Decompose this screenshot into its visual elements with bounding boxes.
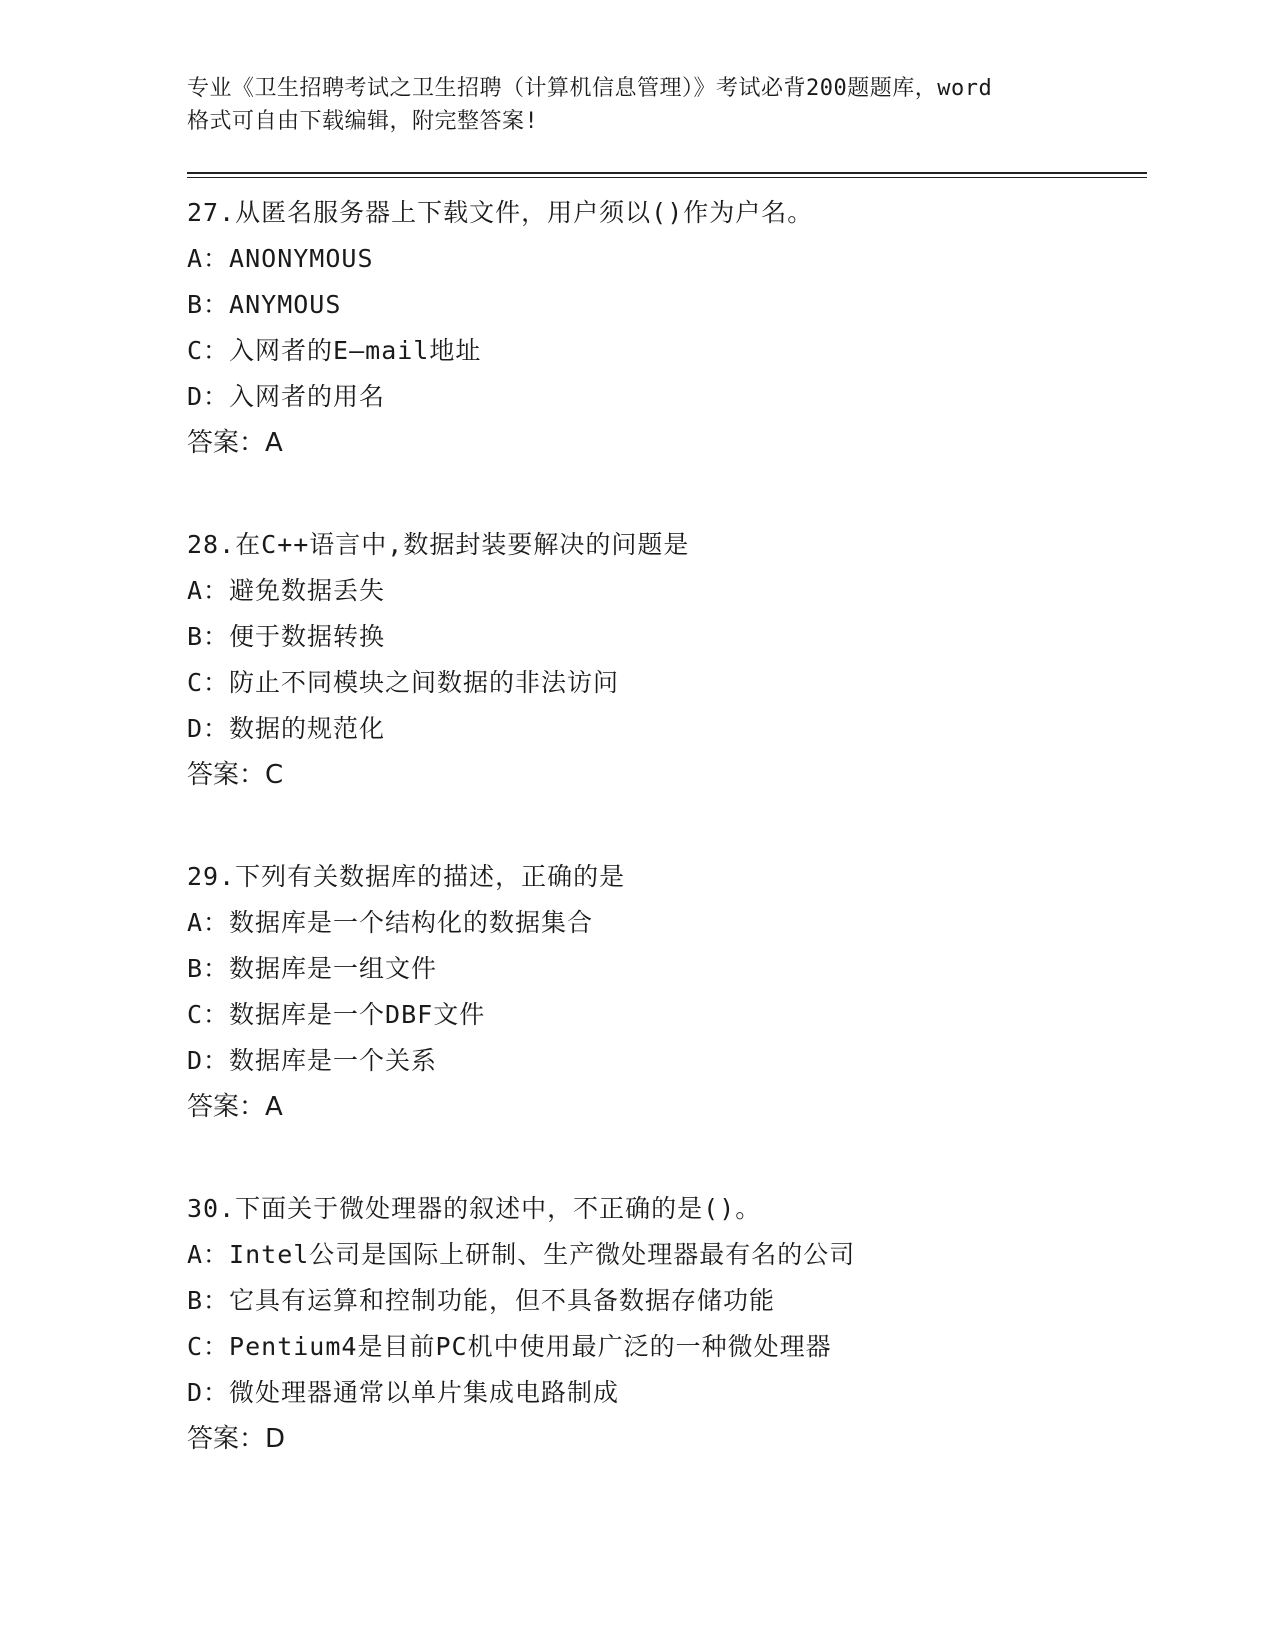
header-line-1: 专业《卫生招聘考试之卫生招聘（计算机信息管理）》考试必背200题题库，word xyxy=(187,76,993,101)
answer-key: 答案：D xyxy=(187,1424,286,1454)
option-d: D：数据库是一个关系 xyxy=(187,1046,438,1075)
header-line-2: 格式可自由下载编辑，附完整答案! xyxy=(187,109,539,134)
option-d: D：数据的规范化 xyxy=(187,714,386,743)
answer-key: 答案：C xyxy=(187,760,284,790)
option-a: A：ANONYMOUS xyxy=(187,244,374,273)
option-a: A：避免数据丢失 xyxy=(187,576,386,605)
option-c: C：防止不同模块之间数据的非法访问 xyxy=(187,668,620,697)
answer-key: 答案：A xyxy=(187,428,283,458)
question-stem: 30.下面关于微处理器的叙述中，不正确的是()。 xyxy=(187,1194,762,1223)
option-c: C：数据库是一个DBF文件 xyxy=(187,1000,486,1029)
option-d: D：微处理器通常以单片集成电路制成 xyxy=(187,1378,620,1407)
option-b: B：便于数据转换 xyxy=(187,622,386,651)
question-27 xyxy=(187,190,1147,466)
question-29 xyxy=(187,854,1147,1130)
option-c: C：入网者的E—mail地址 xyxy=(187,336,482,365)
document-header xyxy=(187,72,1147,138)
option-c: C：Pentium4是目前PC机中使用最广泛的一种微处理器 xyxy=(187,1332,832,1361)
document-page xyxy=(187,72,1147,1462)
question-stem: 28.在C++语言中,数据封装要解决的问题是 xyxy=(187,530,690,559)
option-a: A：数据库是一个结构化的数据集合 xyxy=(187,908,594,937)
option-d: D：入网者的用名 xyxy=(187,382,386,411)
question-30 xyxy=(187,1186,1147,1462)
question-28 xyxy=(187,522,1147,798)
answer-key: 答案：A xyxy=(187,1092,283,1122)
question-stem: 29.下列有关数据库的描述，正确的是 xyxy=(187,862,626,891)
option-b: B：数据库是一组文件 xyxy=(187,954,438,983)
option-b: B：它具有运算和控制功能，但不具备数据存储功能 xyxy=(187,1286,776,1315)
option-a: A：Intel公司是国际上研制、生产微处理器最有名的公司 xyxy=(187,1240,856,1269)
header-divider xyxy=(187,172,1147,178)
question-stem: 27.从匿名服务器上下载文件，用户须以()作为户名。 xyxy=(187,198,814,227)
option-b: B：ANYMOUS xyxy=(187,290,342,319)
